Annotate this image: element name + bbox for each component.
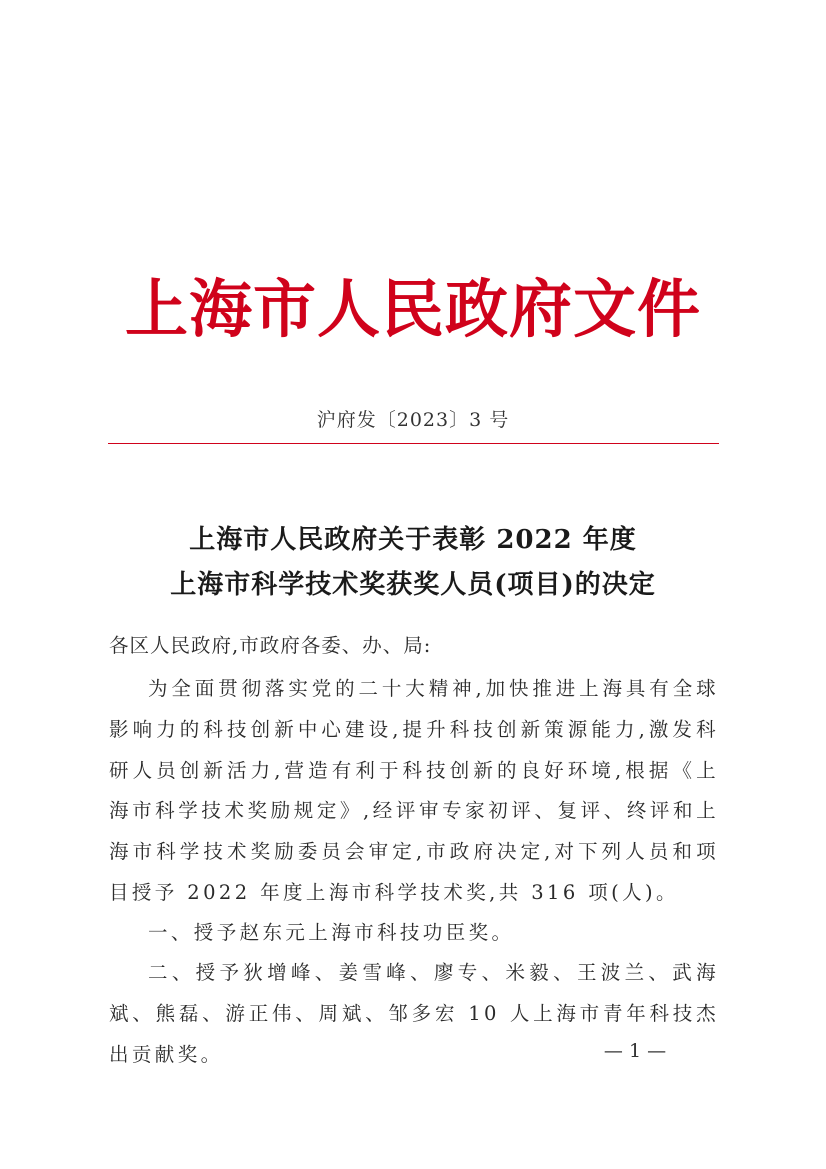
- document-title-line-1: 上海市人民政府关于表彰 2022 年度: [189, 525, 637, 555]
- red-divider-line: [108, 443, 719, 444]
- body-paragraph-1: 为全面贯彻落实党的二十大精神,加快推进上海具有全球影响力的科技创新中心建设,提升科技创新策源能力,激发科研人员创新活力,营造有利于科技创新的良好环境,根据《上海市科学技术奖励规定》,经评审专家初评、复评、终评和上海市科学技术奖励委员会审定,市政府决定,对下列人员和项目授予 2022 年度上海市科学技术奖,共 316 项(人)。: [109, 677, 719, 904]
- body-paragraph-3: 二、授予狄增峰、姜雪峰、廖专、米毅、王波兰、武海斌、熊磊、游正伟、周斌、邹多宏 10 人上海市青年科技杰出贡献奖。: [109, 961, 719, 1066]
- salutation: 各区人民政府,市政府各委、办、局:: [109, 634, 432, 657]
- document-number: 沪府发〔2023〕3 号: [316, 409, 510, 431]
- issuing-authority-header: 上海市人民政府文件: [125, 272, 701, 346]
- page-number: — 1 —: [603, 1040, 667, 1062]
- body-paragraph-2: 一、授予赵东元上海市科技功臣奖。: [148, 921, 515, 944]
- document-title-line-2: 上海市科学技术奖获奖人员(项目)的决定: [170, 570, 656, 600]
